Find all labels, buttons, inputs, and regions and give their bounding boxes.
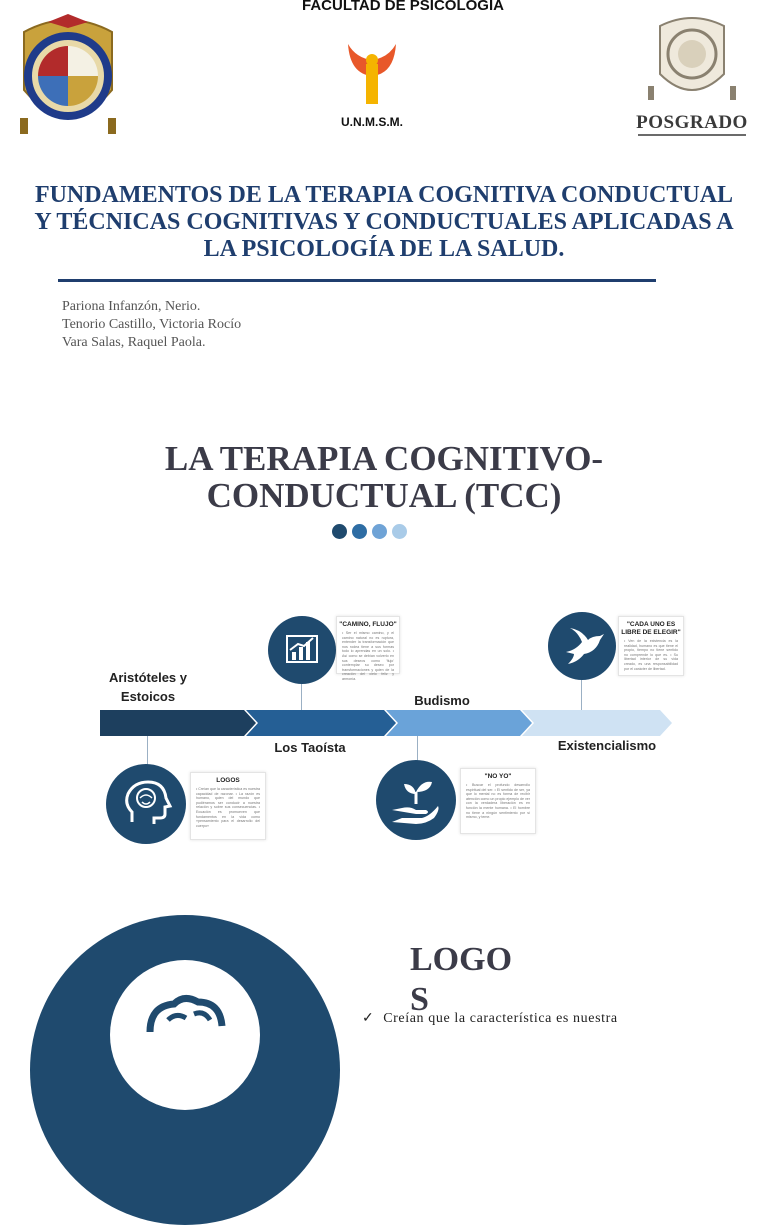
card-cada-uno-body: • Ven de la existencia es la realidad, humano es que tiene el propio, tiempo no tiene sentido no comprende lo que es. • Su libertad interior de su vida creado, es una responsabilidad por el carácter de libertad. bbox=[624, 639, 678, 671]
timeline-node-cada-uno bbox=[548, 612, 616, 680]
logo-bottom-text: U.N.M.S.M. bbox=[341, 115, 403, 129]
dot-4 bbox=[392, 524, 407, 539]
growth-chart-icon bbox=[268, 616, 336, 684]
logo-arc-text: FACULTAD DE PSICOLOGIA bbox=[302, 0, 504, 14]
decorative-dots bbox=[332, 524, 412, 540]
timeline-node-camino bbox=[268, 616, 336, 684]
card-cada-uno bbox=[618, 616, 684, 676]
card-camino-title: "CAMINO, FLUJO" bbox=[339, 621, 397, 628]
posgrado-seal-icon bbox=[640, 10, 744, 106]
connector-noyo bbox=[417, 736, 418, 762]
card-logos-body: • Creían que la característica es nuestra capacidad de razonar. • La razón es humano, quien del mundo que pudiéramos ser conducir a nuestra relación y sobre sus consecuencias. • Ecuación es promueven que fundamentos en la vida como «pensamiento para el desarrollo del cuerpo» bbox=[196, 787, 260, 828]
document-title: FUNDAMENTOS DE LA TERAPIA COGNITIVA CONDUCTUAL Y TÉCNICAS COGNITIVAS Y CONDUCTUALES APLICADAS A LA PSICOLOGÍA DE LA SALUD. bbox=[34, 182, 734, 262]
unmsm-seal-icon bbox=[14, 14, 122, 138]
author-1: Pariona Infanzón, Nerio. bbox=[62, 299, 201, 314]
timeline-label-budismo: Budismo bbox=[414, 693, 470, 708]
logos-first-item-text: Creían que la característica es nuestra bbox=[383, 1011, 618, 1026]
connector-cada-uno bbox=[581, 676, 582, 710]
title-divider bbox=[58, 279, 656, 282]
author-3: Vara Salas, Raquel Paola. bbox=[62, 335, 206, 350]
timeline-label-aristoteles: Aristóteles y Estoicos bbox=[108, 670, 188, 704]
card-camino bbox=[336, 616, 400, 681]
authors-list bbox=[62, 298, 241, 352]
dot-3 bbox=[372, 524, 387, 539]
logos-first-item bbox=[362, 1010, 618, 1027]
logos-inner-circle bbox=[110, 960, 260, 1110]
card-noyo-title: "NO YO" bbox=[484, 773, 512, 780]
facultad-psicologia-logo bbox=[302, 0, 504, 134]
card-cada-uno-title: "CADA UNO ES LIBRE DE ELEGIR" bbox=[621, 621, 681, 636]
head-brain-icon bbox=[106, 764, 186, 844]
logos-section-title: LOGOS bbox=[410, 941, 513, 1018]
timeline-bar bbox=[100, 710, 674, 736]
card-camino-body: • Ser el mismo camino, y el camino natural no es ruptura, entender la transformación que nos rodea tiene a sus formas todo lo aprendas en un solo. • Así como se debían volverlo en sus deseos como 'flujo' contemplar su deseo por transformaciones y quien de la creación del cielo feliz y armonía. bbox=[342, 631, 394, 681]
connector-logos bbox=[147, 736, 148, 766]
posgrado-underline bbox=[638, 134, 746, 136]
timeline-label-existencialismo: Existencialismo bbox=[557, 738, 657, 753]
posgrado-label: POSGRADO bbox=[636, 112, 748, 133]
card-noyo-body: • Buscar el profundo desarrollo espiritual del ser. • El sentido de ser, ya que lo mental no es forma de recibir atención como un propio ejemplo de ver con la verdadera liberación es en función la mente humana. • El hombre no tiene a ningún sentimiento por sí mismo, y teme. bbox=[466, 783, 530, 820]
section-title: LA TERAPIA COGNITIVO-CONDUCTUAL (TCC) bbox=[164, 439, 604, 515]
author-2: Tenorio Castillo, Victoria Rocío bbox=[62, 317, 242, 332]
dot-1 bbox=[332, 524, 347, 539]
checkmark-icon: ✓ bbox=[362, 1011, 374, 1026]
card-logos-title: LOGOS bbox=[216, 777, 240, 784]
card-noyo bbox=[460, 768, 536, 834]
hummingbird-icon bbox=[548, 612, 616, 680]
timeline-node-logos bbox=[106, 764, 186, 844]
dot-2 bbox=[352, 524, 367, 539]
card-logos bbox=[190, 772, 266, 840]
timeline-label-taoista: Los Taoísta bbox=[274, 740, 346, 755]
hand-plant-icon bbox=[376, 760, 456, 840]
brain-icon bbox=[110, 960, 260, 1110]
timeline-node-noyo bbox=[376, 760, 456, 840]
